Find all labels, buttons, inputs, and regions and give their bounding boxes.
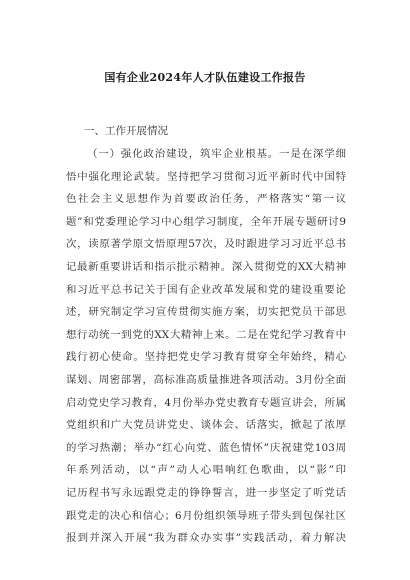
body-line: 党组织和广大党员讲党史、谈体会、话落实，掀起了浓厚 [66, 419, 346, 432]
body-line: 悟中强化理论武装。坚持把学习贯彻习近平新时代中国特 [66, 170, 346, 183]
body-line: 的学习热潮；举办“红心向党、蓝色情怀”庆祝建党103周 [66, 441, 346, 454]
body-line: 报到并深入开展“我为群众办实事”实践活动，着力解决 [66, 532, 346, 545]
body-line: 践行初心使命。坚持把党史学习教育贯穿全年始终，精心 [66, 351, 346, 364]
body-line: 年系列活动，以“声”动人心唱响红色歌曲，以“影”印 [66, 464, 346, 477]
section-heading: 一、工作开展情况 [84, 125, 168, 137]
body-line: 和习近平总书记关于国有企业改革发展和党的建设重要论 [66, 283, 346, 296]
body-line: 记历程书写永远跟党走的铮铮誓言，进一步坚定了听党话 [66, 486, 346, 499]
body-line: 记最新重要讲话和指示批示精神。深入贯彻党的XX大精神 [66, 260, 346, 273]
body-line: 谋划、周密部署，高标准高质量推进各项活动。3月份全面 [66, 373, 346, 386]
body-line: 题”和党委理论学习中心组学习制度，全年开展专题研讨9 [66, 215, 346, 228]
body-line: 色社会主义思想作为首要政治任务，严格落实“第一议 [66, 193, 346, 206]
document-title: 国有企业2024年人才队伍建设工作报告 [104, 71, 306, 84]
body-text [66, 143, 346, 550]
body-line: 跟党走的决心和信心；6月份组织领导班子带头到包保社区 [66, 509, 346, 522]
body-line: 想行动统一到党的XX大精神上来。二是在党纪学习教育中 [66, 328, 346, 341]
body-line: （一）强化政治建设，筑牢企业根基。一是在深学细 [87, 148, 346, 160]
body-line: 次，读原著学原文悟原理57次，及时跟进学习习近平总书 [66, 238, 346, 251]
body-line: 述，研究制定学习宣传贯彻实施方案，切实把党员干部思 [66, 306, 346, 319]
body-line: 启动党史学习教育，4月份举办党史教育专题宣讲会，所属 [66, 396, 346, 409]
